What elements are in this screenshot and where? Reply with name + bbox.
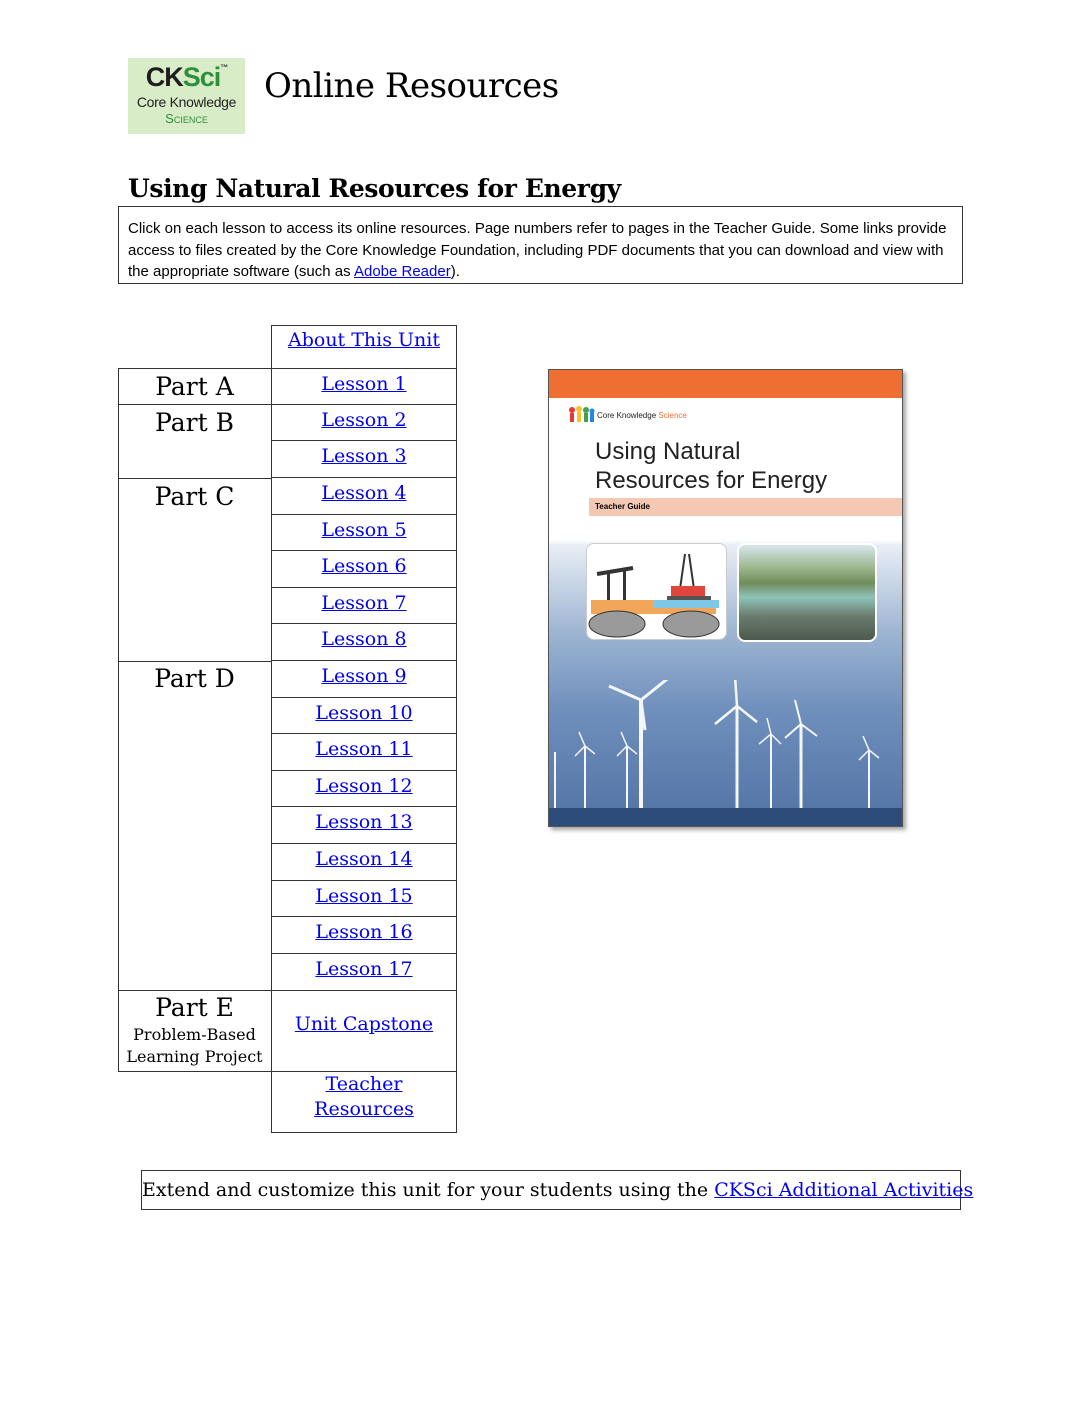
lesson-row bbox=[271, 550, 457, 588]
lesson-row bbox=[271, 916, 457, 954]
logo-trademark: ™ bbox=[220, 63, 228, 72]
cover-title-line2: Resources for Energy bbox=[595, 467, 828, 494]
teacher-resources-line1: Teacher bbox=[325, 1073, 403, 1095]
lesson-14-link[interactable]: Lesson 14 bbox=[315, 848, 413, 870]
lesson-row bbox=[271, 587, 457, 624]
logo-science-text: Science bbox=[165, 111, 208, 126]
teacher-resources-line2: Resources bbox=[314, 1098, 414, 1120]
part-b-top-line bbox=[118, 404, 271, 405]
lesson-5-link[interactable]: Lesson 5 bbox=[321, 519, 407, 541]
part-e-sublabel-2: Learning Project bbox=[126, 1047, 263, 1066]
lesson-row bbox=[271, 733, 457, 771]
page-title: Online Resources bbox=[264, 66, 559, 106]
part-e-bottom-line bbox=[118, 1071, 271, 1072]
logo-sci-text: Sci bbox=[182, 62, 221, 92]
part-d-label: Part D bbox=[154, 664, 235, 693]
cover-people-icon bbox=[567, 405, 595, 423]
lesson-row bbox=[271, 514, 457, 551]
teacher-resources-row bbox=[271, 1071, 457, 1133]
unit-title: Using Natural Resources for Energy bbox=[128, 174, 621, 203]
part-b-label: Part B bbox=[155, 408, 234, 437]
part-a-label: Part A bbox=[155, 372, 234, 401]
cover-brand bbox=[597, 411, 687, 420]
footer-text: Extend and customize this unit for your students using the bbox=[142, 1179, 715, 1201]
unit-capstone-link[interactable]: Unit Capstone bbox=[294, 1013, 434, 1035]
lesson-9-link[interactable]: Lesson 9 bbox=[321, 665, 407, 687]
lesson-row bbox=[271, 477, 457, 515]
cover-brand-text: Core Knowledge bbox=[597, 411, 657, 420]
lesson-row bbox=[271, 404, 457, 441]
adobe-reader-link[interactable]: Adobe Reader bbox=[353, 263, 451, 280]
lesson-row bbox=[271, 660, 457, 698]
lesson-12-link[interactable]: Lesson 12 bbox=[315, 775, 413, 797]
lesson-row bbox=[271, 440, 457, 478]
part-e-sublabel-1: Problem-Based bbox=[133, 1025, 256, 1044]
lesson-row bbox=[271, 953, 457, 991]
cover-teacher-guide-band: Teacher Guide bbox=[589, 498, 902, 516]
cover-title-line1: Using Natural bbox=[595, 438, 741, 465]
part-d-top-line bbox=[118, 661, 271, 662]
about-unit-link[interactable]: About This Unit bbox=[288, 329, 440, 351]
cover-orange-bar bbox=[549, 370, 902, 398]
part-e-label: Part E bbox=[155, 993, 234, 1022]
part-e-top-line bbox=[118, 990, 271, 991]
logo-core-knowledge-text: Core Knowledge bbox=[136, 94, 237, 110]
cover-title bbox=[595, 437, 827, 495]
capstone-row bbox=[271, 990, 457, 1072]
lesson-15-link[interactable]: Lesson 15 bbox=[315, 885, 413, 907]
lesson-row bbox=[271, 697, 457, 734]
teacher-guide-cover-image bbox=[548, 369, 903, 827]
lesson-row bbox=[271, 843, 457, 881]
lesson-8-link[interactable]: Lesson 8 bbox=[321, 628, 407, 650]
lesson-17-link[interactable]: Lesson 17 bbox=[315, 958, 413, 980]
intro-box bbox=[118, 206, 963, 284]
part-c-top-line bbox=[118, 478, 271, 479]
additional-activities-box bbox=[141, 1170, 974, 1210]
logo-ck-text: CK bbox=[145, 62, 183, 92]
lesson-row bbox=[271, 806, 457, 844]
lesson-11-link[interactable]: Lesson 11 bbox=[315, 738, 413, 760]
teacher-resources-link[interactable] bbox=[314, 1072, 414, 1122]
lesson-2-link[interactable]: Lesson 2 bbox=[321, 409, 407, 431]
cksci-logo bbox=[128, 58, 245, 134]
lesson-1-link[interactable]: Lesson 1 bbox=[321, 373, 407, 395]
cover-oil-rig-illustration bbox=[586, 543, 727, 640]
cover-wind-turbines bbox=[549, 680, 902, 826]
part-column-border bbox=[118, 368, 119, 1071]
lesson-10-link[interactable]: Lesson 10 bbox=[315, 702, 413, 724]
lesson-16-link[interactable]: Lesson 16 bbox=[315, 921, 413, 943]
lesson-7-link[interactable]: Lesson 7 bbox=[321, 592, 407, 614]
lesson-row bbox=[271, 770, 457, 807]
lesson-13-link[interactable]: Lesson 13 bbox=[315, 811, 413, 833]
lesson-3-link[interactable]: Lesson 3 bbox=[321, 445, 407, 467]
lesson-row bbox=[271, 623, 457, 661]
part-c-label: Part C bbox=[154, 482, 235, 511]
lesson-6-link[interactable]: Lesson 6 bbox=[321, 555, 407, 577]
lesson-row bbox=[271, 368, 457, 405]
lesson-4-link[interactable]: Lesson 4 bbox=[321, 482, 407, 504]
additional-activities-link[interactable]: CKSci Additional Activities bbox=[714, 1179, 974, 1201]
intro-text: Click on each lesson to access its online resources. Page numbers refer to pages in the Teacher Guide. Some links provide access to files created by the Core Knowledge Foundation, including PDF documents that you can download and view with the appropriate software (such as bbox=[128, 220, 947, 280]
intro-text-end: ). bbox=[450, 263, 460, 280]
cover-brand-science: Science bbox=[658, 411, 687, 420]
about-cell bbox=[271, 325, 457, 369]
cover-dam-photo bbox=[737, 543, 877, 642]
lesson-row bbox=[271, 880, 457, 917]
cover-sea bbox=[549, 808, 902, 826]
